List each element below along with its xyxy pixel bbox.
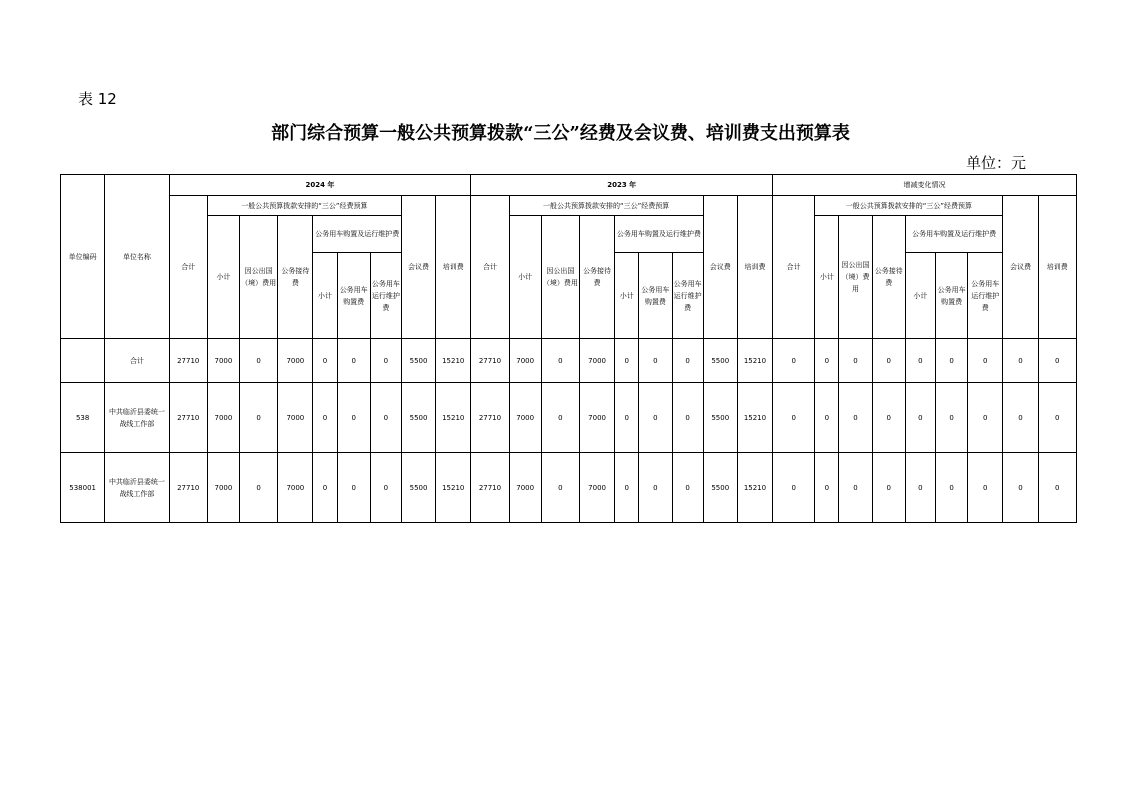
cell-value: 7000 <box>579 339 614 383</box>
cell-value: 0 <box>1038 453 1076 523</box>
cell-value: 0 <box>337 453 370 523</box>
table-row <box>61 339 1077 383</box>
header-total-change: 合计 <box>773 196 815 339</box>
header-total-2023: 合计 <box>471 196 509 339</box>
cell-value: 0 <box>968 453 1003 523</box>
cell-value: 0 <box>935 339 967 383</box>
header-training-change: 培训费 <box>1038 196 1076 339</box>
cell-value: 0 <box>313 453 337 523</box>
cell-value: 0 <box>615 339 639 383</box>
header-meeting-2023: 会议费 <box>703 196 737 339</box>
cell-value: 0 <box>240 453 278 523</box>
header-reception-2023: 公务接待费 <box>579 216 614 339</box>
cell-value: 0 <box>337 383 370 453</box>
cell-value: 0 <box>370 453 401 523</box>
cell-unit-name: 中共临沂县委统一战线工作部 <box>105 453 169 523</box>
cell-value: 0 <box>639 339 672 383</box>
cell-value: 0 <box>337 339 370 383</box>
cell-value: 0 <box>370 339 401 383</box>
cell-value: 0 <box>639 453 672 523</box>
cell-value: 0 <box>905 453 935 523</box>
cell-value: 0 <box>1038 383 1076 453</box>
cell-value: 15210 <box>436 453 471 523</box>
cell-value: 0 <box>370 383 401 453</box>
table-number: 表 12 <box>78 90 117 108</box>
cell-value: 0 <box>639 383 672 453</box>
cell-value: 0 <box>839 453 872 523</box>
cell-value: 15210 <box>436 339 471 383</box>
header-overseas-2024: 因公出国（境）费用 <box>240 216 278 339</box>
cell-value: 0 <box>672 339 703 383</box>
cell-value: 0 <box>968 339 1003 383</box>
cell-value: 27710 <box>169 383 207 453</box>
cell-value: 7000 <box>207 339 239 383</box>
cell-unit-code: 538001 <box>61 453 105 523</box>
header-subtotal-change: 小计 <box>815 216 839 339</box>
header-reception-2024: 公务接待费 <box>278 216 313 339</box>
header-vehicle-2024: 公务用车购置及运行维护费 <box>313 216 402 253</box>
cell-value: 27710 <box>471 383 509 453</box>
unit-label: 单位：元 <box>966 154 1027 172</box>
header-year-2024: 2024 年 <box>169 175 471 196</box>
cell-value: 7000 <box>509 453 541 523</box>
cell-value: 27710 <box>471 339 509 383</box>
header-sangong-2023: 一般公共预算拨款安排的“三公”经费预算 <box>509 196 703 216</box>
cell-value: 0 <box>905 383 935 453</box>
cell-value: 7000 <box>207 453 239 523</box>
cell-value: 5500 <box>401 453 435 523</box>
header-overseas-2023: 因公出国（境）费用 <box>541 216 579 339</box>
cell-value: 7000 <box>579 453 614 523</box>
table-row <box>61 453 1077 523</box>
header-overseas-change: 因公出国（境）费用 <box>839 216 872 339</box>
cell-value: 0 <box>1003 339 1038 383</box>
cell-value: 7000 <box>509 383 541 453</box>
header-total-2024: 合计 <box>169 196 207 339</box>
header-meeting-change: 会议费 <box>1003 196 1038 339</box>
header-unit-name: 单位名称 <box>105 175 169 339</box>
cell-value: 0 <box>968 383 1003 453</box>
cell-value: 7000 <box>579 383 614 453</box>
cell-value: 0 <box>773 339 815 383</box>
cell-value: 0 <box>872 339 905 383</box>
header-vehicle-subtotal-change: 小计 <box>905 253 935 339</box>
cell-value: 0 <box>1003 383 1038 453</box>
header-reception-change: 公务接待费 <box>872 216 905 339</box>
cell-value: 0 <box>615 453 639 523</box>
cell-value: 5500 <box>401 383 435 453</box>
table-row <box>61 383 1077 453</box>
cell-value: 0 <box>815 383 839 453</box>
header-change: 增减变化情况 <box>773 175 1077 196</box>
cell-unit-name: 合计 <box>105 339 169 383</box>
header-unit-code: 单位编码 <box>61 175 105 339</box>
cell-value: 0 <box>1003 453 1038 523</box>
header-vehicle-purchase-2024: 公务用车购置费 <box>337 253 370 339</box>
cell-value: 5500 <box>703 383 737 453</box>
cell-value: 0 <box>240 383 278 453</box>
cell-value: 27710 <box>169 339 207 383</box>
cell-value: 0 <box>541 339 579 383</box>
cell-value: 0 <box>615 383 639 453</box>
cell-value: 0 <box>773 383 815 453</box>
header-vehicle-change: 公务用车购置及运行维护费 <box>905 216 1003 253</box>
cell-value: 15210 <box>737 339 772 383</box>
header-vehicle-operation-change: 公务用车运行维护费 <box>968 253 1003 339</box>
header-vehicle-subtotal-2023: 小计 <box>615 253 639 339</box>
cell-value: 27710 <box>471 453 509 523</box>
header-subtotal-2024: 小计 <box>207 216 239 339</box>
header-training-2024: 培训费 <box>436 196 471 339</box>
cell-value: 0 <box>672 383 703 453</box>
header-vehicle-purchase-change: 公务用车购置费 <box>935 253 967 339</box>
cell-value: 7000 <box>278 383 313 453</box>
cell-value: 0 <box>935 383 967 453</box>
cell-value: 0 <box>541 383 579 453</box>
cell-value: 0 <box>839 339 872 383</box>
header-vehicle-operation-2023: 公务用车运行维护费 <box>672 253 703 339</box>
cell-value: 5500 <box>703 453 737 523</box>
cell-value: 7000 <box>207 383 239 453</box>
cell-value: 0 <box>815 339 839 383</box>
header-vehicle-purchase-2023: 公务用车购置费 <box>639 253 672 339</box>
cell-value: 0 <box>541 453 579 523</box>
cell-value: 0 <box>672 453 703 523</box>
cell-value: 0 <box>773 453 815 523</box>
page-title: 部门综合预算一般公共预算拨款“三公”经费及会议费、培训费支出预算表 <box>271 123 850 144</box>
header-sangong-2024: 一般公共预算拨款安排的“三公”经费预算 <box>207 196 401 216</box>
header-vehicle-subtotal-2024: 小计 <box>313 253 337 339</box>
cell-value: 0 <box>935 453 967 523</box>
header-year-2023: 2023 年 <box>471 175 773 196</box>
cell-value: 7000 <box>509 339 541 383</box>
header-meeting-2024: 会议费 <box>401 196 435 339</box>
cell-value: 0 <box>1038 339 1076 383</box>
cell-value: 7000 <box>278 339 313 383</box>
header-subtotal-2023: 小计 <box>509 216 541 339</box>
header-vehicle-2023: 公务用车购置及运行维护费 <box>615 216 704 253</box>
cell-value: 0 <box>313 383 337 453</box>
cell-value: 15210 <box>436 383 471 453</box>
cell-value: 0 <box>872 383 905 453</box>
cell-value: 15210 <box>737 383 772 453</box>
cell-unit-code <box>61 339 105 383</box>
header-training-2023: 培训费 <box>737 196 772 339</box>
header-vehicle-operation-2024: 公务用车运行维护费 <box>370 253 401 339</box>
cell-value: 7000 <box>278 453 313 523</box>
cell-value: 5500 <box>401 339 435 383</box>
header-sangong-change: 一般公共预算拨款安排的“三公”经费预算 <box>815 196 1003 216</box>
cell-value: 0 <box>872 453 905 523</box>
cell-value: 27710 <box>169 453 207 523</box>
cell-value: 0 <box>905 339 935 383</box>
cell-value: 5500 <box>703 339 737 383</box>
cell-value: 0 <box>313 339 337 383</box>
cell-unit-code: 538 <box>61 383 105 453</box>
cell-unit-name: 中共临沂县委统一战线工作部 <box>105 383 169 453</box>
cell-value: 0 <box>240 339 278 383</box>
cell-value: 15210 <box>737 453 772 523</box>
cell-value: 0 <box>839 383 872 453</box>
budget-table <box>60 174 1077 523</box>
cell-value: 0 <box>815 453 839 523</box>
